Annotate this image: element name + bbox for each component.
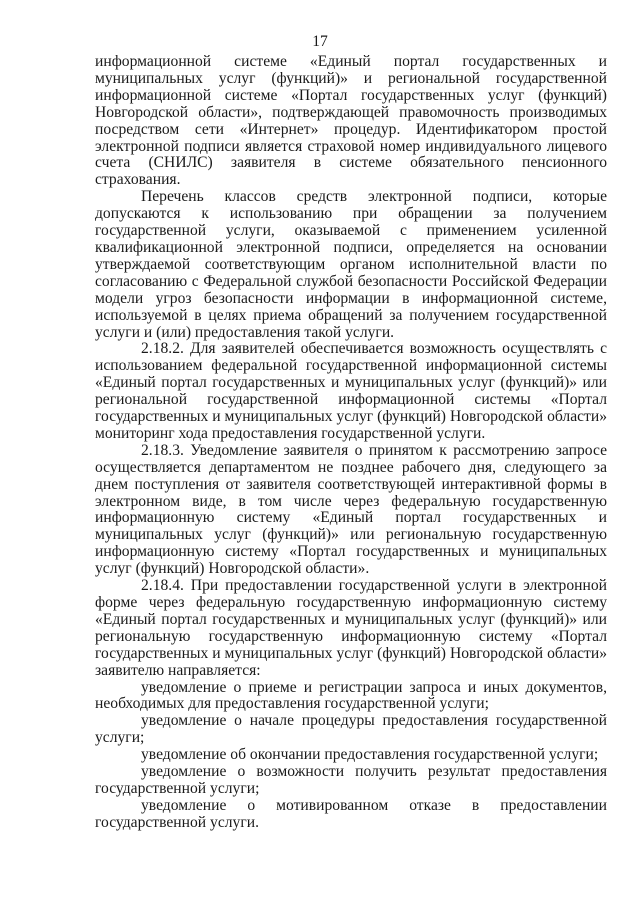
document-body xyxy=(95,54,607,832)
paragraph-2-18-3: 2.18.3. Уведомление заявителя о принятом к рассмотрению запросе осуществляется департаментом не позднее рабочего дня, следующего за днем поступления от заявителя соответствующей интерактивной формы в электронном виде, в том числе через федеральную государственную информационную систему «Единый портал государственных и муниципальных услуг (функций)» или региональную государственную информационную систему «Портал государственных и муниципальных услуг (функций) Новгородской области». xyxy=(95,441,607,578)
list-item-notice-start: уведомление о начале процедуры предоставления государственной услуги; xyxy=(95,712,607,747)
paragraph-2-18-4: 2.18.4. При предоставлении государственной услуги в электронной форме через федеральную государственную информационную систему «Единый портал государственных и муниципальных услуг (функций)» или региональную государственную информационную систему «Портал государственных и муниципальных услуг (функций) Новгородской области» заявителю направляется: xyxy=(95,577,607,679)
list-item-notice-result: уведомление о возможности получить результат предоставления государственной услуги; xyxy=(95,763,607,797)
paragraph-2-18-2: 2.18.2. Для заявителей обеспечивается возможность осуществлять с использованием федеральной государственной информационной системы «Единый портал государственных и муниципальных услуг (функций)» или региональной государственной информационной системы «Портал государственных и муниципальных услуг (функций) Новгородской области» мониторинг хода предоставления государственной услуги. xyxy=(95,340,607,442)
list-item-notice-completion: уведомление об окончании предоставления государственной услуги; xyxy=(141,746,599,764)
page-number: 17 xyxy=(312,33,328,50)
paragraph-continuation: информационной системе «Единый портал государственных и муниципальных услуг (функций)» и региональной государственной информационной системе «Портал государственных услуг (функций) Новгородской области», подтверждающей правомочность производимых посредством сети «Интернет» процедур. Идентификатором простой электронной подписи является страховой номер индивидуального лицевого счета (СНИЛС) заявителя в системе обязательного пенсионного страхования. xyxy=(95,53,607,189)
list-item-notice-refusal: уведомление о мотивированном отказе в предоставлении государственной услуги. xyxy=(95,796,607,831)
list-item-notice-receipt: уведомление о приеме и регистрации запроса и иных документов, необходимых для предоставления государственной услуги; xyxy=(95,678,607,713)
paragraph-signature-classes: Перечень классов средств электронной подписи, которые допускаются к использованию при обращении за получением государственной услуги, оказываемой с применением усиленной квалификационной электронной подписи, определяется на основании утверждаемой соответствующим органом исполнительной власти по согласованию с Федеральной службой безопасности Российской Федерации модели угроз безопасности информации в информационной системе, используемой в целях приема обращений за получением государственной услуги и (или) предоставления такой услуги. xyxy=(95,188,607,341)
